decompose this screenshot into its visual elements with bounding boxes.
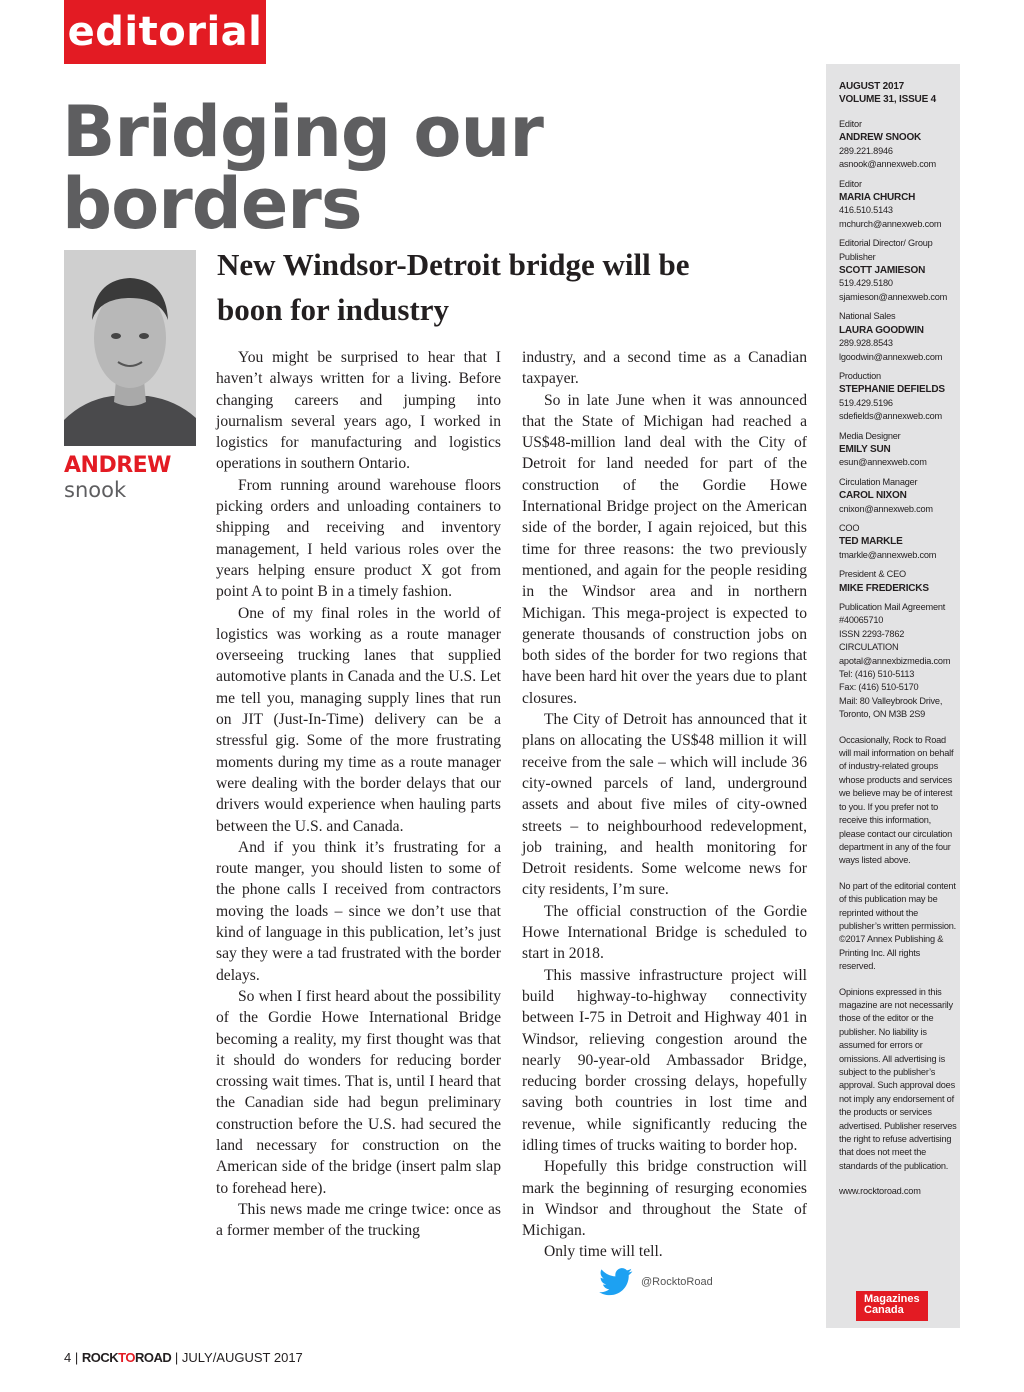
mail-notice: Occasionally, Rock to Road will mail information on behalf of industry-related groups whose products and services we believe may be of interest to you. If you prefer not to receive this information, please contact our circulation department in any of the four ways listed above. — [839, 734, 954, 866]
staff-contact: sdefields@annexweb.com — [839, 411, 942, 422]
paragraph: This news made me cringe twice: once as a former member of the trucking — [216, 1200, 501, 1240]
paragraph: The City of Detroit has announced that it plans on allocating the US$48 million it will receive from the sale – which will include 36 city-owned parcels of land, underground assets and about five miles of city-owned streets – to neighbourhood redevelopment, job training, and health monitoring for Detroit residents. Some welcome news for city residents, I’m sure. — [522, 711, 807, 899]
staff-entry — [839, 476, 957, 516]
subhead: New Windsor-Detroit bridge will be boon for industry — [217, 247, 690, 327]
staff-name: ANDREW SNOOK — [839, 132, 922, 144]
staff-contact: 519.429.5180 — [839, 278, 893, 289]
staff-entry — [839, 522, 957, 562]
paragraph: One of my final roles in the world of logistics was working as a route manager overseeing trucking lanes that supplied automotive plants in Canada and the U.S. Let me tell you, managing supply lines that run on JIT (Just-In-Time) delivery can be a stressful gig. Some of the more frustrating moments during my time as a route manager were dealing with the border delays that our drivers would experience when hauling parts between the U.S. and Canada. — [216, 604, 501, 835]
staff-contact: cnixon@annexweb.com — [839, 503, 933, 514]
staff-role: Editorial Director/ Group Publisher — [839, 238, 933, 262]
author-photo — [64, 250, 196, 446]
staff-name: LAURA GOODWIN — [839, 324, 924, 336]
staff-contact: asnook@annexweb.com — [839, 159, 936, 170]
article-column-2 — [522, 347, 807, 1263]
staff-name: EMILY SUN — [839, 443, 891, 455]
staff-entry — [839, 370, 957, 424]
staff-role: Production — [839, 370, 881, 381]
paragraph-continued: industry, and a second time as a Canadian taxpayer. — [522, 349, 807, 388]
issue-volume: VOLUME 31, ISSUE 4 — [839, 94, 936, 105]
logo-line-2: Canada — [864, 1304, 904, 1316]
page-footer — [64, 1350, 303, 1365]
issue-info — [839, 80, 957, 106]
twitter-handle: @RocktoRoad — [641, 1276, 713, 1288]
opinions-notice: Opinions expressed in this magazine are not necessarily those of the editor or the publisher. No liability is assumed for errors or omissions. All advertising is subject to the publisher’s approval. Such approval does not imply any endorsement of the products or services advertised. Publisher reserves the right to refuse advertising that does not meet the standards of the publication. — [839, 986, 957, 1171]
publication-line: Tel: (416) 510-5113 — [839, 669, 915, 680]
staff-contact: lgoodwin@annexweb.com — [839, 351, 943, 362]
staff-role: Editor — [839, 178, 862, 189]
paragraph: The official construction of the Gordie Howe International Bridge is scheduled to start in 2018. — [522, 902, 807, 963]
publication-line: Publication Mail Agreement — [839, 602, 946, 612]
staff-list — [839, 118, 957, 595]
brand-road: ROAD — [134, 1350, 172, 1365]
publication-info — [839, 601, 957, 722]
logo-line-1: Magazines — [864, 1293, 920, 1305]
staff-role: COO — [839, 522, 860, 533]
page-number: 4 — [64, 1350, 72, 1365]
staff-role: President & CEO — [839, 569, 906, 580]
staff-contact: mchurch@annexweb.com — [839, 218, 942, 229]
staff-contact: 416.510.5143 — [839, 205, 893, 216]
staff-name: TED MARKLE — [839, 536, 903, 548]
publication-line: apotal@annexbizmedia.com — [839, 655, 951, 666]
staff-contact: esun@annexweb.com — [839, 457, 927, 468]
article-column-1 — [216, 347, 501, 1241]
paragraph: So when I first heard about the possibility of the Gordie Howe International Bridge becoming a reality, my first thought was that it should do wonders for reducing border crossing wait times. That is, until I heard that the Canadian side had begun preliminary construction before the U.S. had secured the land necessary for construction on the American side of the bridge (insert palm slap to forehead here). — [216, 987, 501, 1197]
website-link[interactable]: www.rocktoroad.com — [839, 1186, 921, 1197]
paragraph: Hopefully this bridge construction will mark the beginning of resurging economies in Windsor and throughout the State of Michigan. — [522, 1158, 807, 1240]
staff-name: SCOTT JAMIESON — [839, 265, 926, 277]
masthead-sidebar — [826, 64, 960, 1328]
brand-rock: ROCK — [81, 1350, 119, 1365]
paragraph: And if you think it’s frustrating for a route manger, you should listen to some of the phone calls I received from contractors moving the loads – since we don’t use that kind of language in this publication, let’s just say they were a tad frustrated with the border delays. — [216, 838, 501, 984]
staff-contact: 289.928.8543 — [839, 338, 893, 349]
staff-role: Media Designer — [839, 430, 901, 441]
staff-name: STEPHANIE DEFIELDS — [839, 384, 945, 396]
paragraph: Only time will tell. — [544, 1243, 663, 1261]
publication-line: CIRCULATION — [839, 642, 899, 653]
staff-contact: 289.221.8946 — [839, 145, 893, 156]
issue-date: AUGUST 2017 — [839, 81, 905, 92]
author-first-name: ANDREW — [64, 453, 171, 478]
masthead-content — [839, 80, 957, 1199]
publication-line: #40065710 — [839, 615, 884, 626]
staff-entry — [839, 178, 957, 232]
staff-role: Circulation Manager — [839, 476, 918, 487]
footer-separator: | — [174, 1350, 182, 1365]
publication-line: ISSN 2293-7862 — [839, 628, 905, 639]
brand-logo — [82, 1350, 171, 1365]
paragraph: So in late June when it was announced that the State of Michigan had reached a US$48-million land deal with the City of Detroit for land needed for part of the construction of the Gordie Howe International Bridge project on the American side of the border, I again rejoiced, but this time for three reasons: the two previously mentioned, and again for the people residing in the Windsor area and in northern Michigan. This mega-project is expected to generate thousands of construction jobs on both sides of the border for two regions that have been hard hit over the years due to plant closures. — [522, 391, 807, 707]
publication-line: Mail: 80 Valleybrook Drive, — [839, 695, 943, 706]
twitter-bird-icon — [599, 1268, 633, 1296]
footer-issue: JULY/AUGUST 2017 — [181, 1350, 303, 1365]
staff-contact: tmarkle@annexweb.com — [839, 549, 937, 560]
staff-contact: sjamieson@annexweb.com — [839, 291, 948, 302]
staff-name: MARIA CHURCH — [839, 192, 916, 204]
staff-contact: 519.429.5196 — [839, 397, 893, 408]
paragraph: This massive infrastructure project will build highway-to-highway connectivity between I-75 in Detroit and Highway 401 in Windsor, relieving congestion around the nearly 90-year-old Ambassador Bridge, reducing border crossing delays, hopefully saving both countries in lost time and revenue, while significantly reducing the idling times of trucks waiting to border hop. — [522, 966, 807, 1154]
twitter-link[interactable] — [599, 1268, 713, 1296]
staff-role: National Sales — [839, 311, 896, 322]
headline: Bridging our borders — [62, 91, 543, 245]
staff-entry — [839, 568, 957, 595]
section-tag: editorial — [64, 0, 266, 64]
publication-line: Fax: (416) 510-5170 — [839, 682, 919, 693]
paragraph: From running around warehouse floors picking orders and unloading containers to shipping and receiving and inventory management, I held various roles over the years helping ensure product X got from point A to point B in a timely fashion. — [216, 476, 501, 601]
publication-line: Toronto, ON M3B 2S9 — [839, 709, 926, 720]
staff-entry — [839, 118, 957, 172]
copyright-notice: No part of the editorial content of this publication may be reprinted without the publisher’s written permission. ©2017 Annex Publishing & Printing Inc. All rights reserved. — [839, 880, 957, 972]
paragraph: You might be surprised to hear that I haven’t always written for a living. Before changing careers and jumping into journalism several years ago, I worked in logistics for manufacturing and logistics operations in southern Ontario. — [216, 349, 501, 473]
staff-entry — [839, 237, 957, 304]
brand-to: TO — [118, 1350, 135, 1365]
staff-name: MIKE FREDERICKS — [839, 582, 929, 594]
staff-role: Editor — [839, 119, 862, 129]
magazines-canada-logo — [856, 1291, 928, 1321]
author-last-name: snook — [64, 478, 127, 502]
staff-entry — [839, 430, 957, 470]
staff-entry — [839, 310, 957, 364]
staff-name: CAROL NIXON — [839, 490, 907, 502]
footer-separator: | — [74, 1350, 82, 1365]
